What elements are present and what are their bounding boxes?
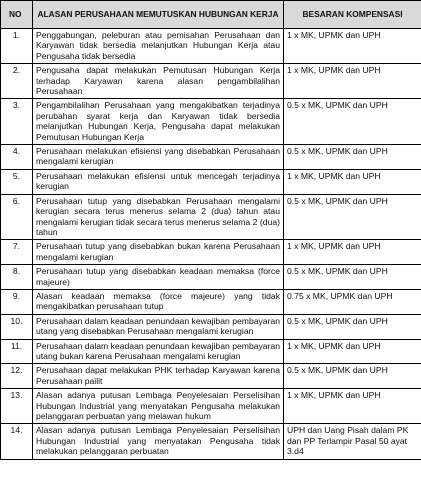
row-compensation: 0.5 x MK, UPMK dan UPH xyxy=(284,145,421,170)
row-compensation: 1 x MK, UPMK dan UPH xyxy=(284,64,421,99)
row-compensation: 1 x MK, UPMK dan UPH xyxy=(284,240,421,265)
row-compensation: 0.5 x MK, UPMK dan UPH xyxy=(284,265,421,290)
row-number: 6. xyxy=(1,194,33,240)
table-row xyxy=(1,169,421,194)
table-row xyxy=(1,29,421,64)
row-number: 5. xyxy=(1,169,33,194)
row-compensation: 0.75 x MK, UPMK dan UPH xyxy=(284,289,421,314)
row-number: 11. xyxy=(1,339,33,364)
row-reason: Perusahaan dapat melakukan PHK terhadap Karyawan karena Perusahaan pailit xyxy=(33,364,284,389)
row-number: 4. xyxy=(1,145,33,170)
row-reason: Perusahaan tutup yang disebabkan Perusahaan mengalami kerugian secara terus menerus selama 2 (dua) tahun atau mengalami kerugian tidak secara terus menerus selama 2 (dua) tahun xyxy=(33,194,284,240)
table-row xyxy=(1,314,421,339)
row-reason: Perusahaan tutup yang disebabkan bukan karena Perusahaan mengalami kerugian xyxy=(33,240,284,265)
row-compensation: 0.5 x MK, UPMK dan UPH xyxy=(284,314,421,339)
row-reason: Alasan adanya putusan Lembaga Penyelesaian Perselisihan Hubungan Industrial yang menyatakan Pengusaha tidak melakukan pelanggaran perbuatan xyxy=(33,424,284,459)
table-row xyxy=(1,194,421,240)
table-row xyxy=(1,424,421,459)
row-number: 14. xyxy=(1,424,33,459)
table-header-row xyxy=(1,1,421,29)
row-number: 3. xyxy=(1,99,33,145)
row-compensation: 0.5 x MK, UPMK dan UPH xyxy=(284,194,421,240)
table-row xyxy=(1,289,421,314)
row-number: 1. xyxy=(1,29,33,64)
row-number: 10. xyxy=(1,314,33,339)
row-compensation: 1 x MK, UPMK dan UPH xyxy=(284,339,421,364)
header-no: NO xyxy=(1,1,33,29)
row-compensation: 1 x MK, UPMK dan UPH xyxy=(284,169,421,194)
row-number: 2. xyxy=(1,64,33,99)
row-number: 7. xyxy=(1,240,33,265)
row-number: 9. xyxy=(1,289,33,314)
row-compensation: 1 x MK, UPMK dan UPH xyxy=(284,29,421,64)
row-number: 12. xyxy=(1,364,33,389)
table-row xyxy=(1,99,421,145)
row-compensation: 0.5 x MK, UPMK dan UPH xyxy=(284,99,421,145)
row-reason: Pengambilalihan Perusahaan yang mengakibatkan terjadinya perubahan syarat kerja dan Karyawan tidak bersedia melanjutkan Hubungan Kerja, Pengusaha dapat melakukan Pemutusan Hubungan Kerja xyxy=(33,99,284,145)
row-number: 13. xyxy=(1,389,33,424)
row-reason: Perusahaan tutup yang disebabkan keadaan memaksa (force majeure) xyxy=(33,265,284,290)
row-compensation: 1 x MK, UPMK dan UPH xyxy=(284,389,421,424)
row-reason: Penggabungan, peleburan atau pemisahan Perusahaan dan Karyawan tidak bersedia melanjutkan Hubungan Kerja atau Pengusaha tidak bersedia xyxy=(33,29,284,64)
row-compensation: UPH dan Uang Pisah dalam PK dan PP Terlampir Pasal 50 ayat 3.d4 xyxy=(284,424,421,459)
table-row xyxy=(1,240,421,265)
table-row xyxy=(1,364,421,389)
row-compensation: 0.5 x MK, UPMK dan UPH xyxy=(284,364,421,389)
table-row xyxy=(1,389,421,424)
table-row xyxy=(1,64,421,99)
row-reason: Perusahaan dalam keadaan penundaan kewajiban pembayaran utang bukan karena Perusahaan mengalami kerugian xyxy=(33,339,284,364)
table-row xyxy=(1,265,421,290)
row-reason: Perusahaan melakukan efisiensi yang disebabkan Perusahaan mengalami kerugian xyxy=(33,145,284,170)
row-reason: Pengusaha dapat melakukan Pemutusan Hubungan Kerja terhadap Karyawan karena alasan pengambilalihan Perusahaan xyxy=(33,64,284,99)
row-reason: Perusahaan dalam keadaan penundaan kewajiban pembayaran utang yang disebabkan Perusahaan mengalami kerugian xyxy=(33,314,284,339)
row-number: 8. xyxy=(1,265,33,290)
header-reason: ALASAN PERUSAHAAN MEMUTUSKAN HUBUNGAN KERJA xyxy=(33,1,284,29)
table-row xyxy=(1,145,421,170)
header-compensation: BESARAN KOMPENSASI xyxy=(284,1,421,29)
row-reason: Alasan keadaan memaksa (force majeure) yang tidak mengakibatkan perusahaan tutup xyxy=(33,289,284,314)
row-reason: Alasan adanya putusan Lembaga Penyelesaian Perselisihan Hubungan Industrial yang menyatakan Pengusaha melakukan pelanggaran perbuatan yang melawan hukum xyxy=(33,389,284,424)
table-row xyxy=(1,339,421,364)
row-reason: Perusahaan melakukan efisiensi untuk mencegah terjadinya kerugian xyxy=(33,169,284,194)
